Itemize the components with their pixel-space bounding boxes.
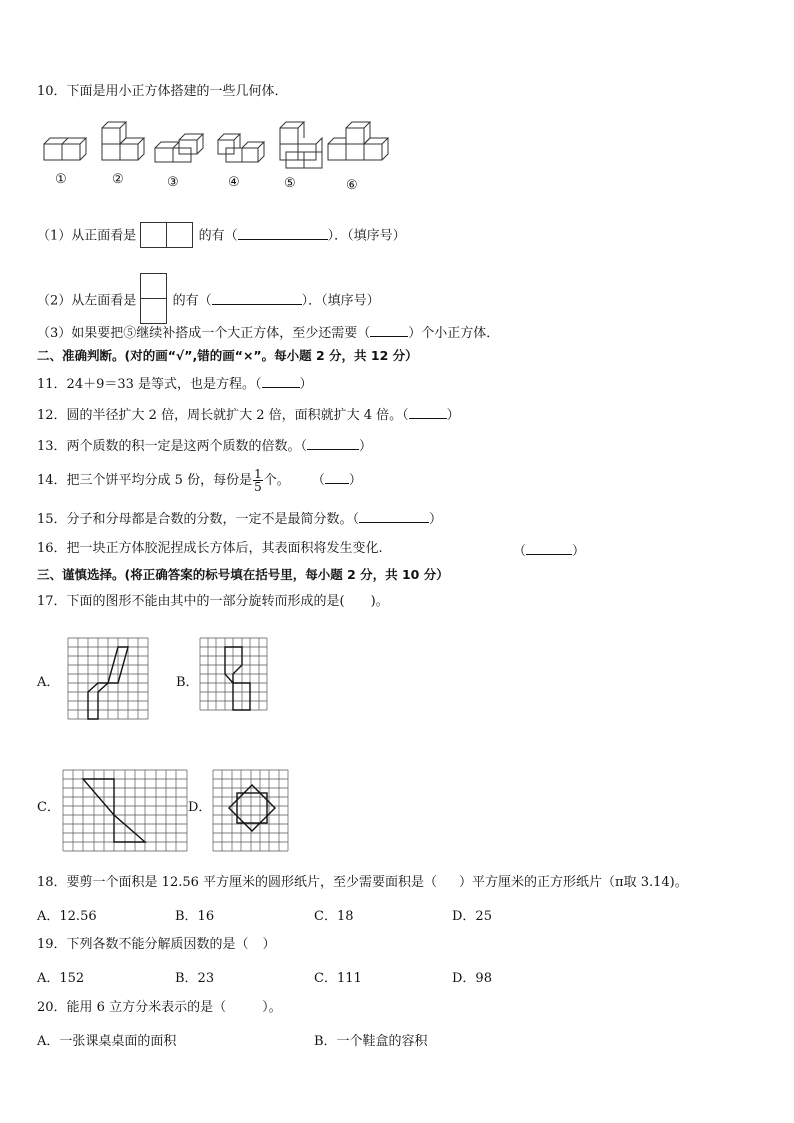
answer-blank[interactable] xyxy=(526,541,572,555)
q10-sub2: （2）从左面看是 的有（ ）．（填序号） xyxy=(37,275,380,327)
q19-option-c[interactable]: C．111 xyxy=(314,971,362,986)
figure-label-6: ⑥ xyxy=(346,178,358,193)
q17-option-c[interactable]: C． xyxy=(37,800,60,815)
answer-blank[interactable] xyxy=(359,509,429,523)
q17-grid-d xyxy=(212,769,290,857)
q18-option-b[interactable]: B．16 xyxy=(175,909,215,924)
q19-option-b[interactable]: B．23 xyxy=(175,971,215,986)
figure-label-4: ④ xyxy=(228,175,240,190)
q17-grid-c xyxy=(62,769,188,857)
q13: 13．两个质数的积一定是这两个质数的倍数。（ ） xyxy=(37,436,372,456)
answer-blank[interactable] xyxy=(262,374,300,388)
q20-stem: 20．能用 6 立方分米表示的是（ ）。 xyxy=(37,1000,282,1015)
q10-sub1: （1）从正面看是 的有（ ）．（填序号） xyxy=(37,223,406,249)
front-view-shape xyxy=(140,222,194,248)
q18-stem: 18．要剪一个面积是 12.56 平方厘米的圆形纸片，至少需要面积是（ ）平方厘米的正方形纸片（π取 3.14)。 xyxy=(37,875,688,890)
q10-sub3: （3）如果要把⑤继续补搭成一个大正方体，至少还需要（ ）个小正方体． xyxy=(37,323,499,343)
left-view-shape xyxy=(140,273,168,325)
q17-stem: 17．下面的图形不能由其中的一部分旋转而形成的是( )。 xyxy=(37,594,389,609)
q17-option-d[interactable]: D． xyxy=(188,800,212,815)
q20-option-b[interactable]: B．一个鞋盒的容积 xyxy=(314,1034,428,1049)
q20-option-a[interactable]: A．一张课桌桌面的面积 xyxy=(37,1034,177,1049)
figure-5 xyxy=(280,122,322,168)
figure-2 xyxy=(102,122,144,160)
answer-blank[interactable] xyxy=(409,405,447,419)
figure-6 xyxy=(328,122,388,160)
q19-stem: 19．下列各数不能分解质因数的是（ ） xyxy=(37,937,276,952)
q11: 11．24＋9＝33 是等式，也是方程。（ ） xyxy=(37,374,313,394)
answer-blank[interactable] xyxy=(325,470,349,484)
q16: 16．把一块正方体胶泥捏成长方体后，其表面积将发生变化. xyxy=(37,541,383,556)
q17-grid-b xyxy=(199,637,269,719)
answer-blank[interactable] xyxy=(238,226,328,240)
figure-label-3: ③ xyxy=(167,175,179,190)
q17-option-b[interactable]: B． xyxy=(176,675,199,690)
q18-option-d[interactable]: D．25 xyxy=(452,909,492,924)
q12: 12．圆的半径扩大 2 倍，周长就扩大 2 倍，面积就扩大 4 倍。（ ） xyxy=(37,405,460,425)
q16-answer: （ ） xyxy=(513,540,585,559)
q17-option-a[interactable]: A． xyxy=(37,675,60,690)
fraction: $\frac{1}{5}$ xyxy=(254,467,262,494)
answer-blank[interactable] xyxy=(212,291,302,305)
q18-option-c[interactable]: C．18 xyxy=(314,909,354,924)
figure-3 xyxy=(155,134,203,162)
q15: 15．分子和分母都是合数的分数，一定不是最简分数。（ ） xyxy=(37,509,442,529)
q14: 14．把三个饼平均分成 5 份，每份是 $\frac{1}{5}$ 个。 （ ） xyxy=(37,467,362,494)
figure-label-5: ⑤ xyxy=(284,176,296,191)
figure-1 xyxy=(44,138,86,160)
q19-option-a[interactable]: A．152 xyxy=(37,971,85,986)
q10-stem: 10．下面是用小正方体搭建的一些几何体． xyxy=(37,84,288,99)
figure-label-2: ② xyxy=(112,172,124,187)
q17-grid-a xyxy=(67,637,149,727)
figure-4 xyxy=(218,134,264,162)
figure-label-1: ① xyxy=(55,172,67,187)
answer-blank[interactable] xyxy=(307,436,359,450)
q19-option-d[interactable]: D．98 xyxy=(452,971,492,986)
answer-blank[interactable] xyxy=(370,323,408,337)
section-2-heading: 二、准确判断。(对的画“√”,错的画“×”。每小题 2 分，共 12 分） xyxy=(37,348,418,363)
section-3-heading: 三、谨慎选择。(将正确答案的标号填在括号里，每小题 2 分，共 10 分） xyxy=(37,567,449,582)
q18-option-a[interactable]: A．12.56 xyxy=(37,909,97,924)
